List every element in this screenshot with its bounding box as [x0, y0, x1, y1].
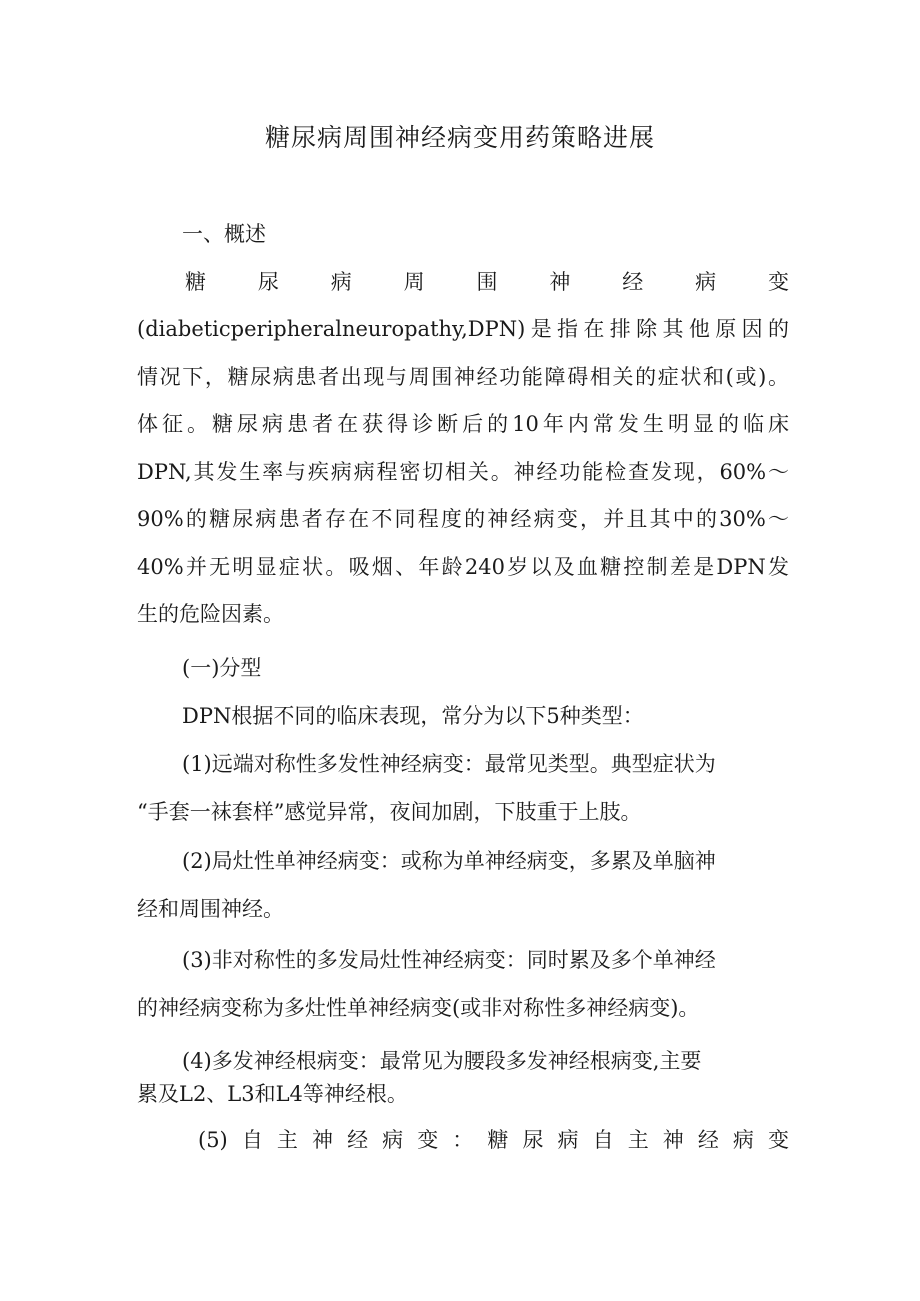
- type5-char: 尿: [522, 1128, 544, 1152]
- type2-line2: 经和周围神经。: [137, 897, 284, 921]
- overview-char: 围: [476, 270, 498, 294]
- type2-line1: (2)局灶性单神经病变：或称为单神经病变，多累及单脑神: [182, 849, 716, 873]
- type5-char: 病: [382, 1128, 404, 1152]
- overview-line: 90%的糖尿病患者存在不同程度的神经病变，并且其中的30%～: [137, 507, 789, 531]
- type3-line1: (3)非对称性的多发局灶性神经病变：同时累及多个单神经: [182, 948, 716, 972]
- overview-char: 病: [330, 270, 352, 294]
- overview-char: 周: [403, 270, 425, 294]
- type5-char: 神: [662, 1128, 684, 1152]
- overview-line: DPN,其发生率与疾病病程密切相关。神经功能检查发现，60%～: [137, 460, 789, 484]
- type5-char: 糖: [487, 1128, 509, 1152]
- section-heading: 一、概述: [182, 222, 266, 246]
- overview-char: 经: [622, 270, 644, 294]
- subsection-heading: (一)分型: [182, 656, 262, 680]
- overview-first-line: [185, 259, 789, 305]
- type3-line2: 的神经病变称为多灶性单神经病变(或非对称性多神经病变)。: [137, 996, 700, 1020]
- type5-char: 变: [768, 1128, 789, 1152]
- type5-char: 病: [557, 1128, 579, 1152]
- overview-char: 尿: [257, 270, 279, 294]
- overview-char: 病: [695, 270, 717, 294]
- overview-line: (diabeticperipheralneuropathy,DPN)是指在排除其他原因的: [137, 317, 789, 341]
- type5-char: 主: [276, 1128, 298, 1152]
- overview-line: 体征。糖尿病患者在获得诊断后的10年内常发生明显的临床: [137, 412, 789, 436]
- overview-line: 情况下，糖尿病患者出现与周围神经功能障碍相关的症状和(或)。: [137, 365, 789, 389]
- type5-char: 病: [732, 1128, 754, 1152]
- type5-line: [198, 1117, 789, 1163]
- type5-char: 神: [311, 1128, 333, 1152]
- document-title: 糖尿病周围神经病变用药策略进展: [264, 123, 655, 152]
- overview-char: 糖: [185, 270, 206, 294]
- type5-char: (5): [198, 1128, 228, 1152]
- overview-line: 生的危险因素。: [137, 602, 284, 626]
- type5-char: 自: [592, 1128, 614, 1152]
- type5-char: 经: [347, 1128, 369, 1152]
- type5-char: 经: [697, 1128, 719, 1152]
- type4-line1: (4)多发神经根病变：最常见为腰段多发神经根病变,主要: [182, 1049, 702, 1073]
- type5-char: 自: [241, 1128, 263, 1152]
- overview-char: 变: [768, 270, 789, 294]
- classification-intro: DPN根据不同的临床表现，常分为以下5种类型：: [182, 704, 644, 728]
- type1-line2: “手套一袜套样”感觉异常，夜间加剧，下肢重于上肢。: [137, 800, 642, 824]
- overview-char: 神: [549, 270, 571, 294]
- type5-char: 主: [627, 1128, 649, 1152]
- overview-line: 40%并无明显症状。吸烟、年龄240岁以及血糖控制差是DPN发: [137, 555, 789, 579]
- type5-char: ：: [452, 1128, 474, 1152]
- type5-char: 变: [417, 1128, 439, 1152]
- type4-line2: 累及L2、L3和L4等神经根。: [137, 1082, 408, 1106]
- type1-line1: (1)远端对称性多发性神经病变：最常见类型。典型症状为: [182, 752, 716, 776]
